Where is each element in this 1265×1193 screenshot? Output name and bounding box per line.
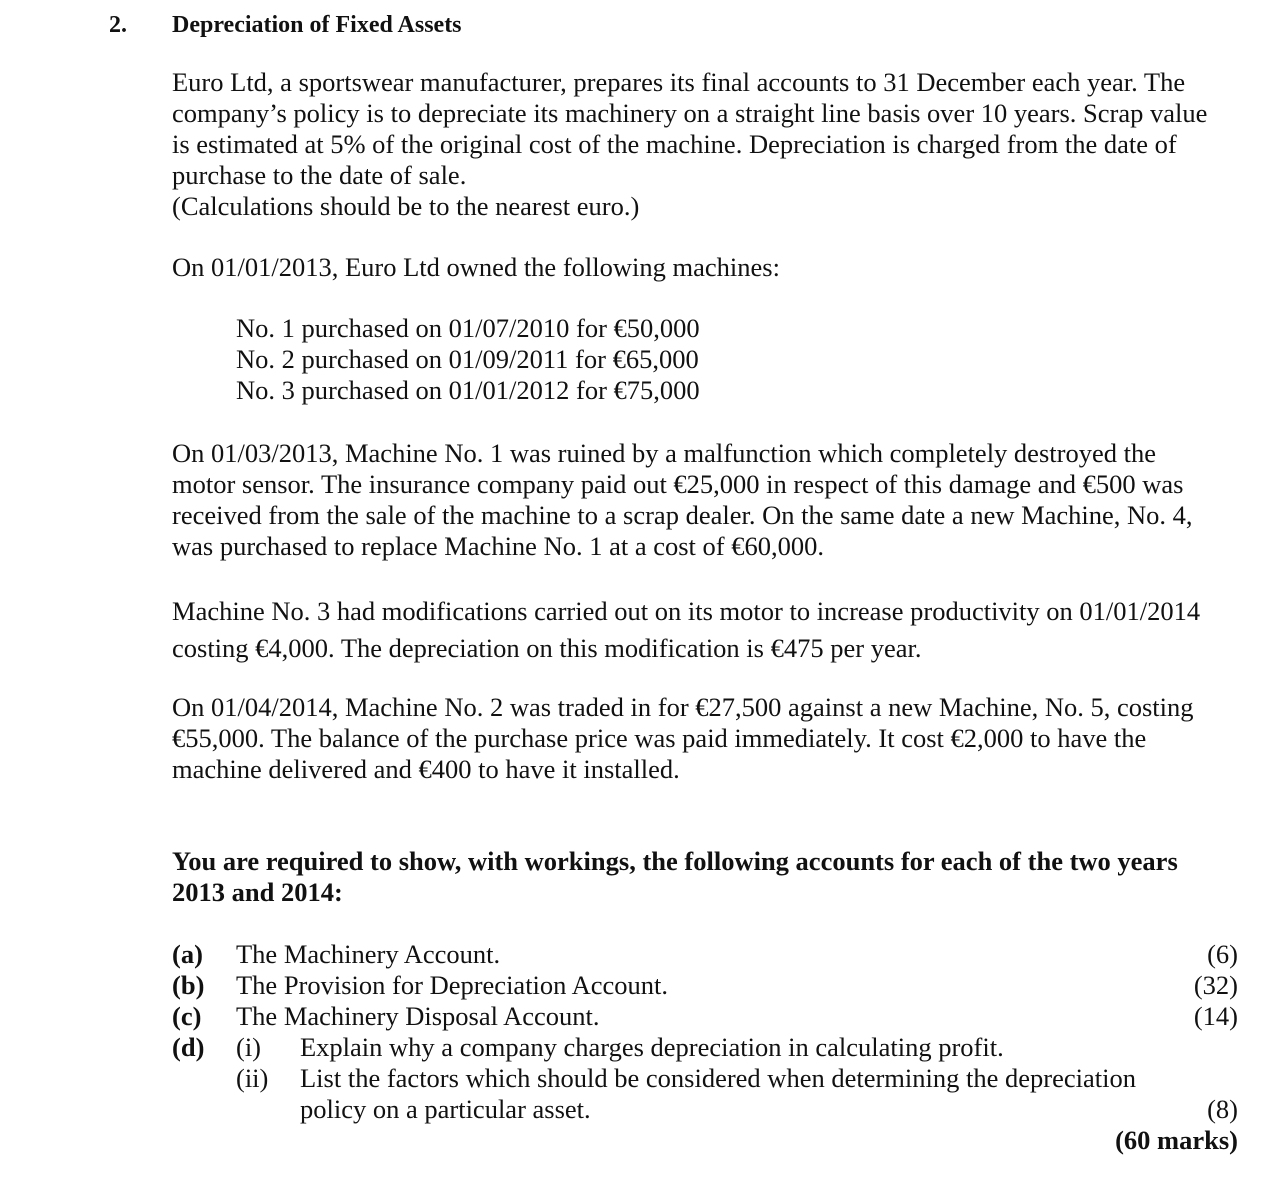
question-title: Depreciation of Fixed Assets	[172, 12, 462, 38]
requirement-heading	[172, 846, 1247, 908]
subpart-text: Explain why a company charges depreciation in calculating profit.	[300, 1032, 1004, 1062]
part-row	[172, 1001, 1238, 1032]
part-label: (c)	[172, 1001, 202, 1031]
event-line: €55,000. The balance of the purchase price was paid immediately. It cost €2,000 to have the	[172, 723, 1147, 753]
intro-line: (Calculations should be to the nearest euro.)	[172, 191, 640, 221]
event-paragraph-1	[172, 438, 1247, 562]
part-label: (b)	[172, 970, 205, 1000]
intro-line: company’s policy is to depreciate its machinery on a straight line basis over 10 years. Scrap value	[172, 98, 1208, 128]
event-line: Machine No. 3 had modifications carried out on its motor to increase productivity on 01/01/2014	[172, 596, 1201, 626]
subpart-text: policy on a particular asset.	[300, 1094, 591, 1124]
part-marks: (14)	[1193, 1001, 1238, 1031]
event-line: costing €4,000. The depreciation on this modification is €475 per year.	[172, 633, 922, 663]
part-row	[172, 1063, 1238, 1094]
question-number: 2.	[109, 12, 127, 38]
event-paragraph-3	[172, 692, 1247, 785]
part-text: The Machinery Disposal Account.	[236, 1001, 600, 1031]
event-line: On 01/04/2014, Machine No. 2 was traded in for €27,500 against a new Machine, No. 5, costing	[172, 692, 1194, 722]
requirement-line: 2013 and 2014:	[172, 877, 343, 907]
intro-line: purchase to the date of sale.	[172, 160, 467, 190]
machine-list	[236, 313, 700, 406]
part-marks: (32)	[1193, 970, 1238, 1000]
intro-line: is estimated at 5% of the original cost of the machine. Depreciation is charged from the date of	[172, 129, 1177, 159]
event-line: was purchased to replace Machine No. 1 at a cost of €60,000.	[172, 531, 824, 561]
part-label: (a)	[172, 939, 203, 969]
part-text: The Provision for Depreciation Account.	[236, 970, 668, 1000]
part-row	[172, 939, 1238, 970]
intro-line: Euro Ltd, a sportswear manufacturer, prepares its final accounts to 31 December each year. The	[172, 67, 1186, 97]
part-row	[172, 1094, 1238, 1125]
part-row	[172, 1032, 1238, 1063]
machine-item: No. 2 purchased on 01/09/2011 for €65,000	[236, 344, 699, 374]
part-row	[172, 1125, 1238, 1156]
part-marks: (8)	[1207, 1094, 1238, 1124]
total-marks: (60 marks)	[1115, 1125, 1238, 1155]
machine-item: No. 1 purchased on 01/07/2010 for €50,000	[236, 313, 700, 343]
part-label: (d)	[172, 1032, 205, 1062]
subpart-label: (i)	[236, 1032, 262, 1062]
event-line: received from the sale of the machine to a scrap dealer. On the same date a new Machine, No. 4,	[172, 500, 1193, 530]
part-row	[172, 970, 1238, 1001]
part-marks: (6)	[1207, 939, 1238, 969]
owned-intro: On 01/01/2013, Euro Ltd owned the following machines:	[172, 252, 780, 282]
event-line: machine delivered and €400 to have it installed.	[172, 754, 680, 784]
subpart-text: List the factors which should be considered when determining the depreciation	[300, 1063, 1136, 1093]
machine-item: No. 3 purchased on 01/01/2012 for €75,000	[236, 375, 700, 405]
event-line: On 01/03/2013, Machine No. 1 was ruined by a malfunction which completely destroyed the	[172, 438, 1156, 468]
part-text: The Machinery Account.	[236, 939, 501, 969]
intro-paragraph	[172, 67, 1247, 222]
event-paragraph-2	[172, 593, 1247, 667]
event-line: motor sensor. The insurance company paid out €25,000 in respect of this damage and €500 was	[172, 469, 1184, 499]
question-parts	[172, 939, 1238, 1156]
requirement-line: You are required to show, with workings, the following accounts for each of the two years	[172, 846, 1178, 876]
subpart-label: (ii)	[236, 1063, 269, 1093]
